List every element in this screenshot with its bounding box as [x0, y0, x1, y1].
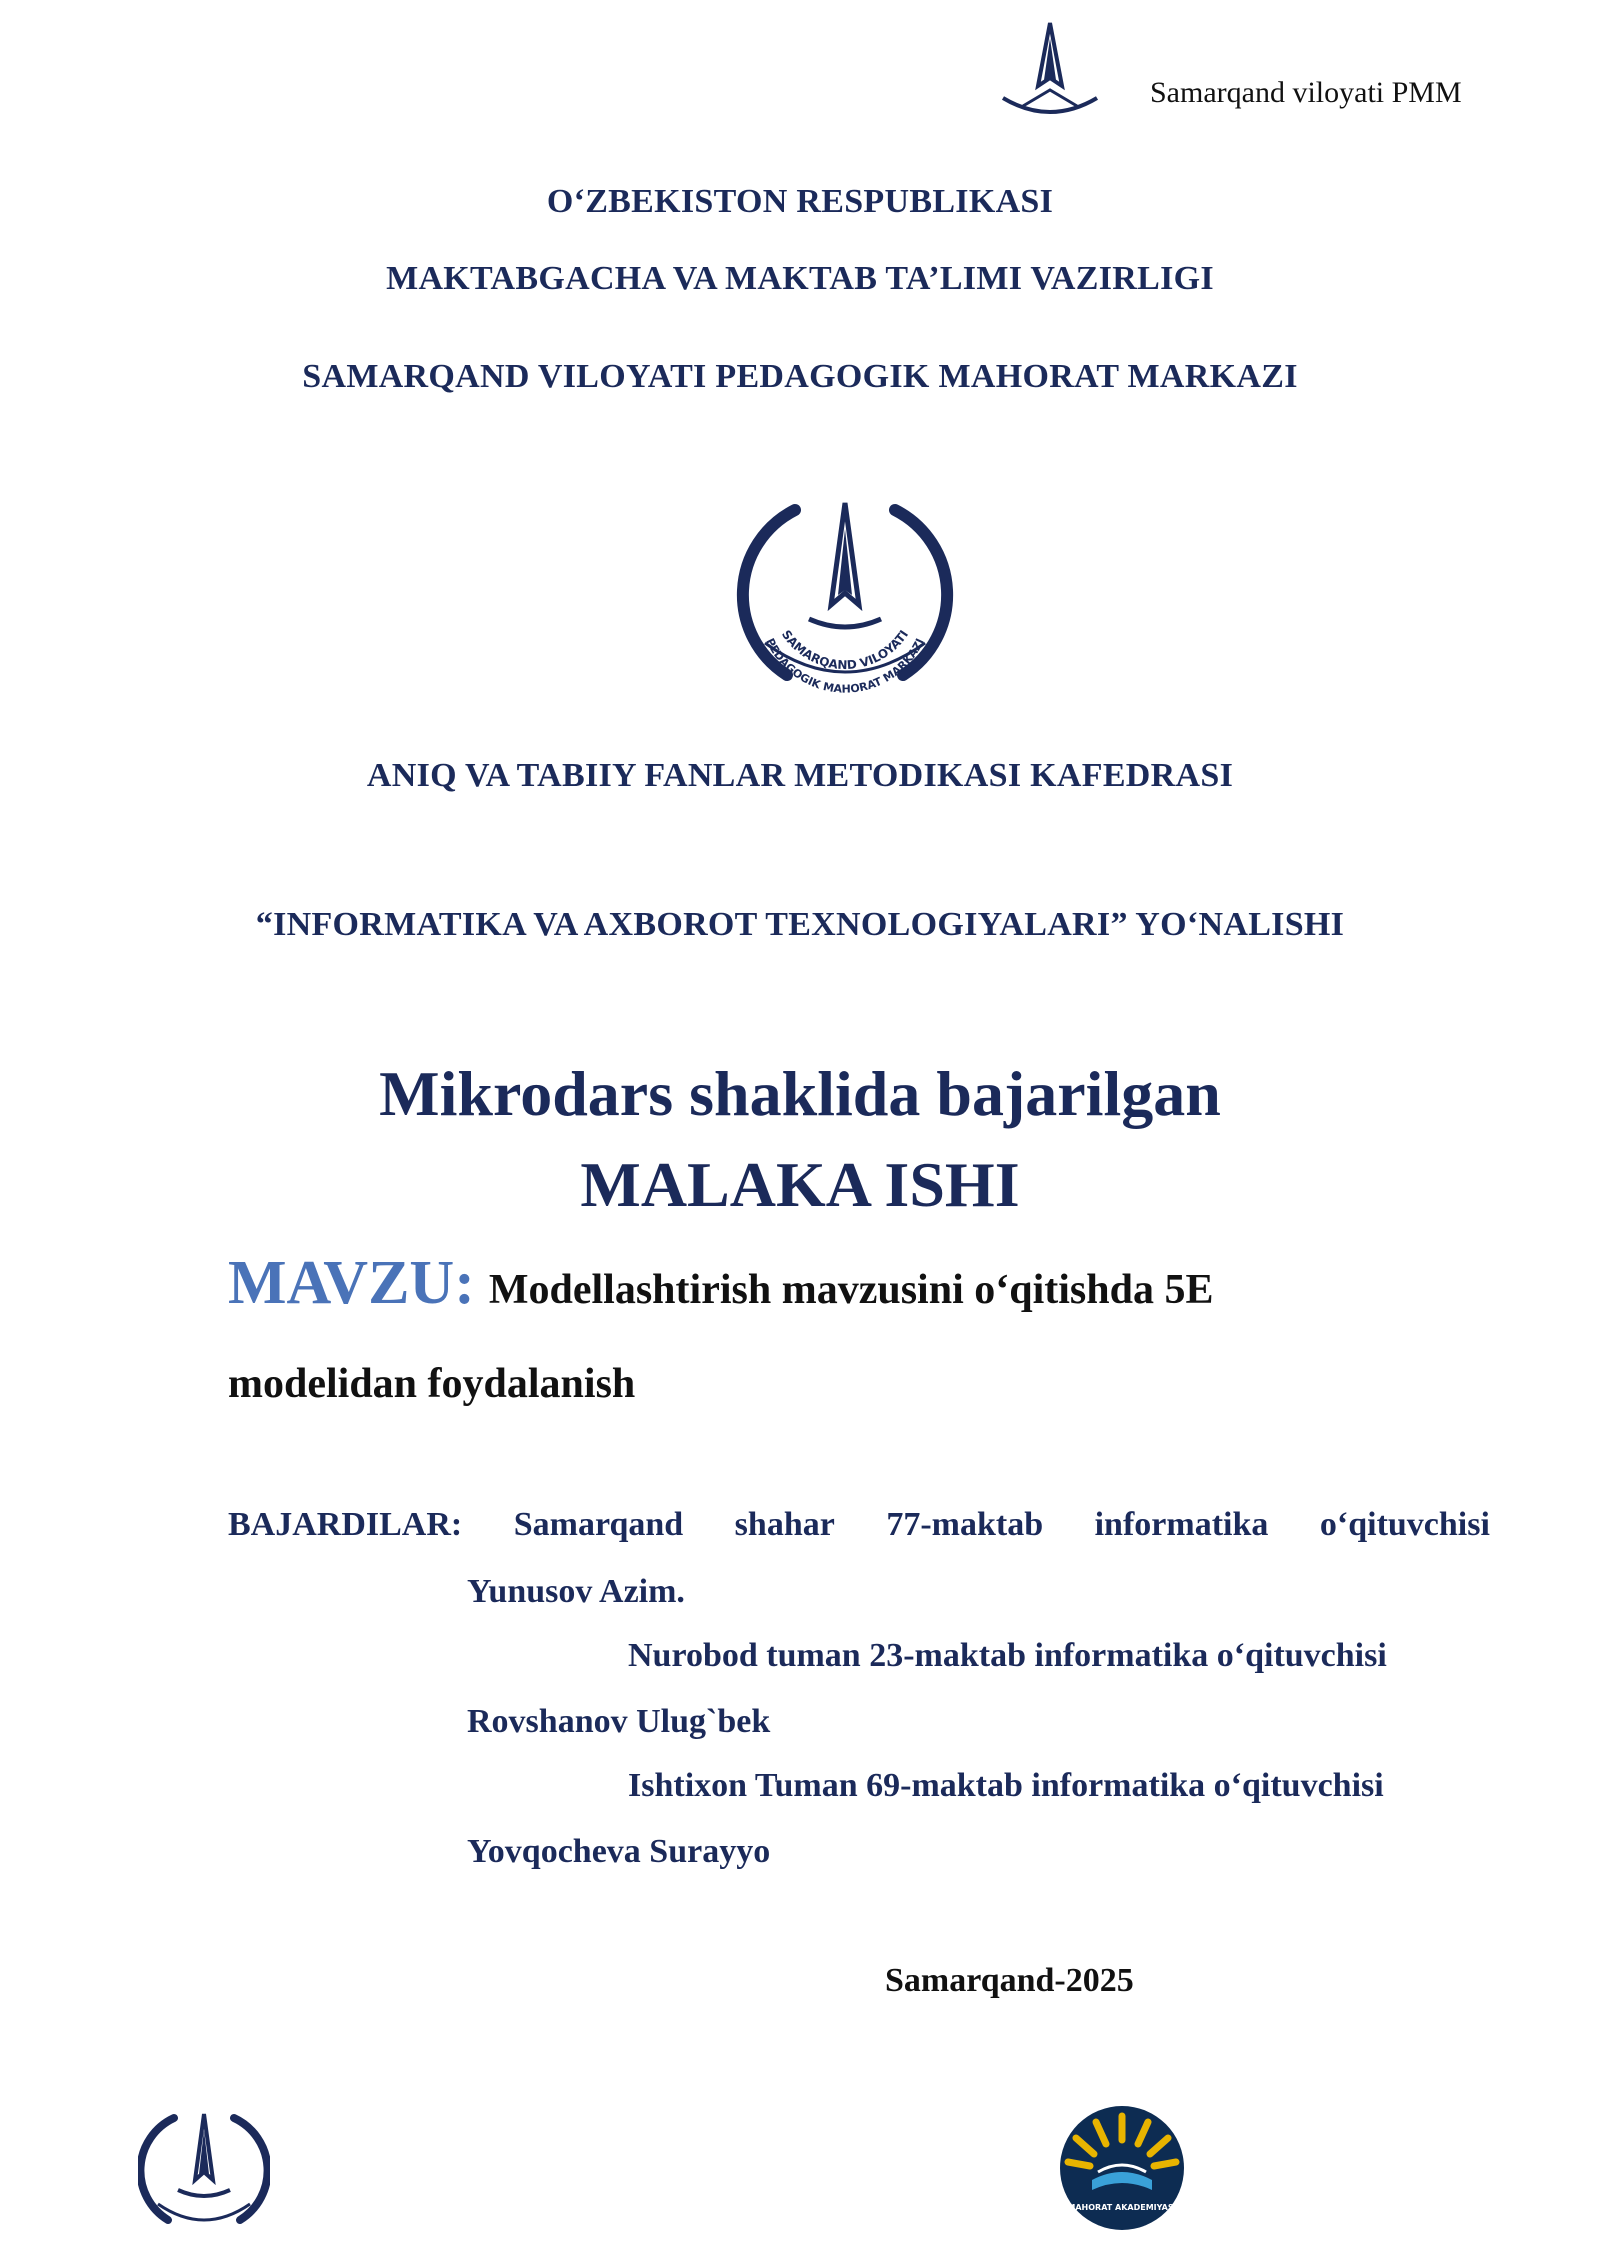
direction-heading: “INFORMATIKA VA AXBOROT TEXNOLOGIYALARI” YO‘NALISHI	[255, 906, 1345, 943]
author-1-name: Yunusov Azim.	[467, 1573, 685, 1610]
footer-right-logo-icon	[1056, 2102, 1188, 2234]
title-line-3: SAMARQAND VILOYATI PEDAGOGIK MAHORAT MARKAZI	[302, 358, 1298, 395]
center-emblem-icon	[735, 495, 955, 695]
footer-right-logo-text: MAHORAT AKADEMIYASI	[1067, 2203, 1177, 2212]
author-1-word: o‘qituvchisi	[1319, 1506, 1490, 1543]
authors-row-1	[228, 1506, 1490, 1544]
place-year: Samarqand-2025	[885, 1962, 1134, 1999]
footer-left-logo-icon	[138, 2108, 270, 2234]
author-2-role: Nurobod tuman 23-maktab informatika o‘qituvchisi	[628, 1637, 1387, 1674]
department-heading: ANIQ VA TABIIY FANLAR METODIKASI KAFEDRASI	[366, 757, 1234, 794]
work-title-line-2: MALAKA ISHI	[580, 1149, 1020, 1220]
author-3-name: Yovqocheva Surayyo	[467, 1833, 771, 1870]
author-2-name: Rovshanov Ulug`bek	[467, 1703, 771, 1740]
topic-text-1: Modellashtirish mavzusini o‘qitishda 5E	[488, 1267, 1214, 1313]
author-1-word: 77-maktab	[886, 1506, 1044, 1543]
emblem-text-top: SAMARQAND VILOYATI	[778, 627, 912, 673]
svg-text:SAMARQAND VILOYATI	[779, 628, 911, 673]
title-line-1: O‘ZBEKISTON RESPUBLIKASI	[546, 183, 1054, 220]
topic-label: MAVZU:	[228, 1249, 475, 1317]
work-title-line-1: Mikrodars shaklida bajarilgan	[379, 1058, 1221, 1129]
author-1-word: shahar	[734, 1506, 835, 1543]
author-1-word: Samarqand	[513, 1506, 684, 1543]
topic-line-1	[228, 1248, 1213, 1319]
author-3-role: Ishtixon Tuman 69-maktab informatika o‘qituvchisi	[628, 1767, 1384, 1804]
emblem-text-bottom: PEDAGOGIK MAHORAT MARKAZI	[763, 636, 927, 695]
header-org-label: Samarqand viloyati PMM	[1150, 76, 1462, 109]
topic-text-2: modelidan foydalanish	[228, 1361, 636, 1407]
header-logo	[995, 18, 1105, 130]
author-1-word: informatika	[1094, 1506, 1269, 1543]
title-line-2: MAKTABGACHA VA MAKTAB TA’LIMI VAZIRLIGI	[386, 260, 1214, 297]
authors-label: BAJARDILAR:	[228, 1506, 463, 1543]
